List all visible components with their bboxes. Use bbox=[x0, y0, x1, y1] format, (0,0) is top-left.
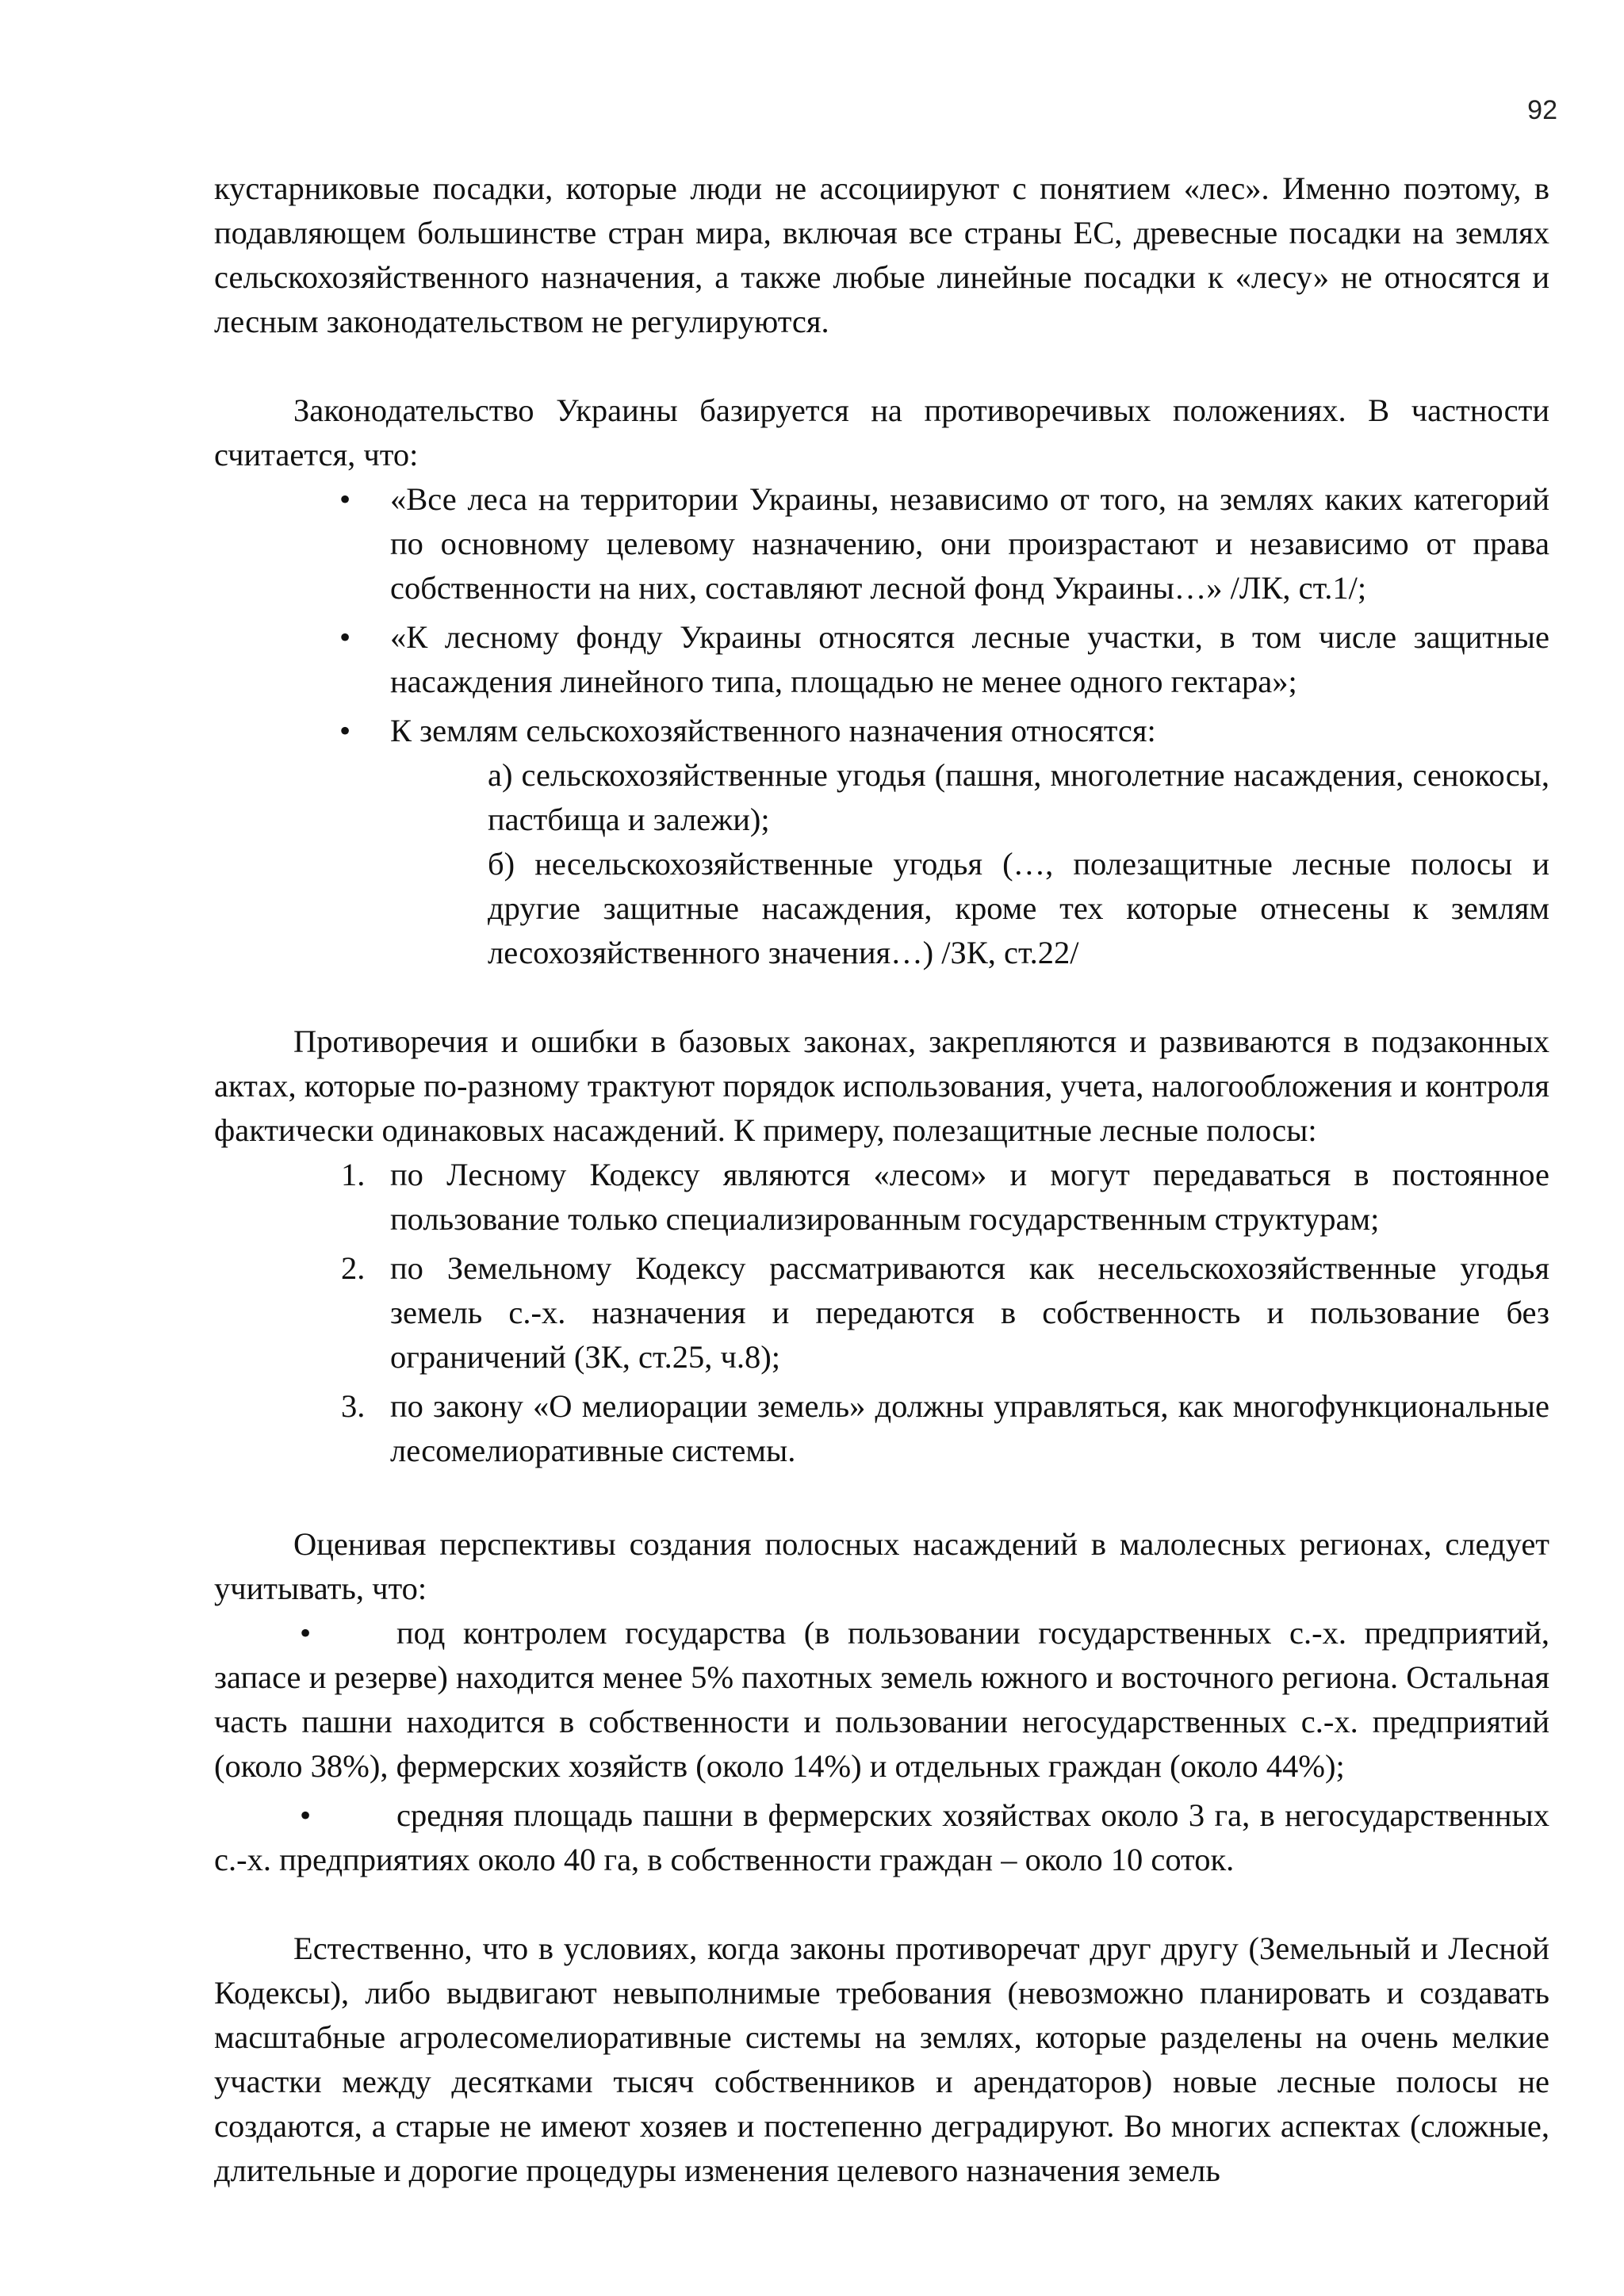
page-number: 92 bbox=[1527, 95, 1557, 125]
list-item-text: К землям сельскохозяйственного назначения относятся: bbox=[390, 713, 1156, 748]
paragraph-gap bbox=[214, 344, 1549, 388]
list-item bbox=[214, 615, 1549, 704]
paragraph-gap bbox=[214, 1478, 1549, 1522]
numbered-list bbox=[214, 1153, 1549, 1473]
list-item bbox=[214, 1153, 1549, 1242]
bullet-icon: • bbox=[339, 713, 351, 748]
paragraph-bullet-state-control bbox=[214, 1611, 1549, 1789]
list-item-text: по Лесному Кодексу являются «лесом» и могут передаваться в постоянное пользование только специализированным государственным структурам; bbox=[390, 1157, 1549, 1237]
paragraph-conclusion: Естественно, что в условиях, когда законы противоречат друг другу (Земельный и Лесной Кодексы), либо выдвигают невыполнимые требования (невозможно планировать и создавать масштабные агролесомелиоративные системы на землях, которые разделены на очень мелкие участки между десятками тысяч собственников и арендаторов) новые лесные полосы не создаются, а старые не имеют хозяев и постепенно деградируют. Во многих аспектах (сложные, длительные и дорогие процедуры изменения целевого назначения земель bbox=[214, 1931, 1549, 2188]
paragraph-contradictions: Противоречия и ошибки в базовых законах, закрепляются и развиваются в подзаконных актах, которые по-разному трактуют порядок использования, учета, налогообложения и контроля фактически одинаковых насаждений. К примеру, полезащитные лесные полосы: bbox=[214, 1024, 1549, 1148]
paragraph-legislation: Законодательство Украины базируется на противоречивых положениях. В частности считается, что: bbox=[214, 392, 1549, 473]
list-item-text: «Все леса на территории Украины, независимо от того, на землях каких категорий по основному целевому назначению, они произрастают и независимо от права собственности на них, составляют лесной фонд Украины…» /ЛК, ст.1/; bbox=[390, 481, 1549, 606]
list-number: 1. bbox=[341, 1157, 366, 1192]
list-item bbox=[214, 1246, 1549, 1380]
sub-item-a: а) сельскохозяйственные угодья (пашня, многолетние насаждения, сенокосы, пастбища и залежи); bbox=[488, 757, 1549, 837]
list-item bbox=[214, 1384, 1549, 1473]
paragraph-intro: кустарниковые посадки, которые люди не ассоциируют с понятием «лес». Именно поэтому, в подавляющем большинстве стран мира, включая все страны ЕС, древесные посадки на землях сельскохозяйственного назначения, а также любые линейные посадки к «лесу» не относятся и лесным законодательством не регулируются. bbox=[214, 170, 1549, 339]
page-body bbox=[214, 166, 1549, 2193]
list-item bbox=[214, 709, 1549, 753]
list-item-text: «К лесному фонду Украины относятся лесные участки, в том числе защитные насаждения линейного типа, площадью не менее одного гектара»; bbox=[390, 619, 1549, 699]
legislation-bullet-list bbox=[214, 477, 1549, 753]
paragraph-gap bbox=[214, 1882, 1549, 1927]
paragraph-gap bbox=[214, 975, 1549, 1020]
bullet-icon: • bbox=[300, 1797, 312, 1833]
paragraph-bullet-average-area bbox=[214, 1793, 1549, 1882]
paragraph-perspectives: Оценивая перспективы создания полосных насаждений в малолесных регионах, следует учитывать, что: bbox=[214, 1526, 1549, 1606]
list-item-text: по Земельному Кодексу рассматриваются как несельскохозяйственные угодья земель с.-х. назначения и передаются в собственность и пользование без ограничений (ЗК, ст.25, ч.8); bbox=[390, 1250, 1549, 1375]
list-item bbox=[214, 477, 1549, 610]
bullet-icon: • bbox=[339, 481, 351, 517]
bullet-icon: • bbox=[300, 1615, 312, 1651]
list-item-text: по закону «О мелиорации земель» должны управляться, как многофункциональные лесомелиоративные системы. bbox=[390, 1388, 1549, 1468]
paragraph-bullet-text: под контролем государства (в пользовании государственных с.-х. предприятий, запасе и резерве) находится менее 5% пахотных земель южного и восточного региона. Остальная часть пашни находится в собственности и пользовании негосударственных с.-х. предприятий (около 38%), фермерских хозяйств (около 14%) и отдельных граждан (около 44%); bbox=[214, 1615, 1549, 1784]
list-number: 2. bbox=[341, 1250, 366, 1286]
list-number: 3. bbox=[341, 1388, 366, 1424]
bullet-icon: • bbox=[339, 619, 351, 655]
paragraph-bullet-text: средняя площадь пашни в фермерских хозяйствах около 3 га, в негосударственных с.-х. предприятиях около 40 га, в собственности граждан – около 10 соток. bbox=[214, 1797, 1549, 1877]
sub-item-b: б) несельскохозяйственные угодья (…, полезащитные лесные полосы и другие защитные насаждения, кроме тех которые отнесены к землям лесохозяйственного значения…) /ЗК, ст.22/ bbox=[488, 846, 1549, 970]
